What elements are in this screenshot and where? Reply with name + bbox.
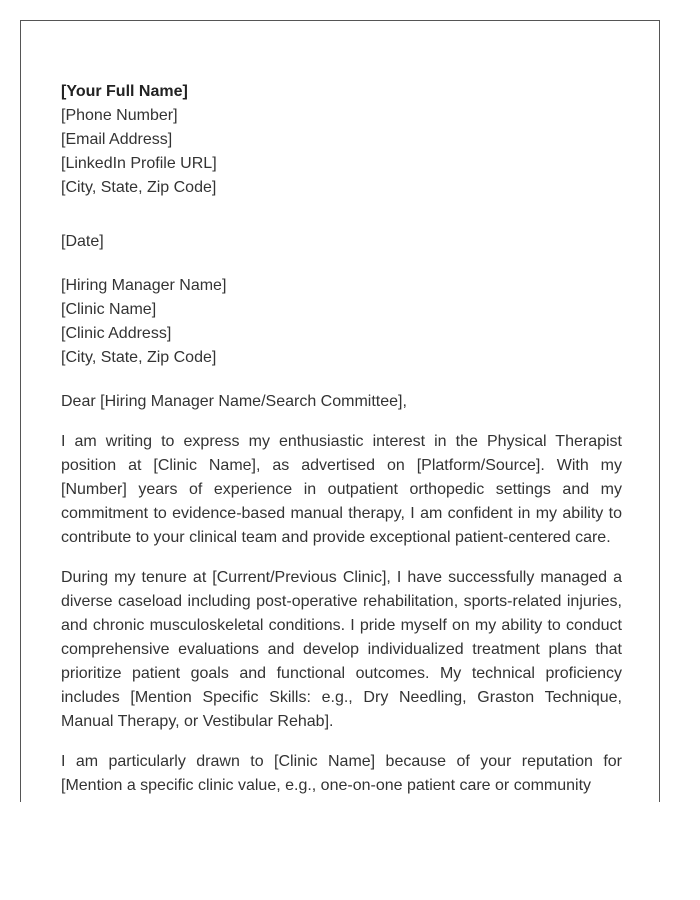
sender-location: [City, State, Zip Code] xyxy=(61,179,217,196)
paragraph-intro: I am writing to express my enthusiastic interest in the Physical Therapist position at [Clinic Name], as advertised on [Platform/Source]. With my [Number] years of experience in outpatient orthopedic settings and my commitment to evidence-based manual therapy, I am confident in my ability to contribute to your clinical team and provide exceptional patient-centered care. xyxy=(61,433,622,546)
letter-date: [Date] xyxy=(61,233,104,250)
letter-page xyxy=(20,20,660,802)
paragraph-experience: During my tenure at [Current/Previous Clinic], I have successfully managed a diverse caseload including post-operative rehabilitation, sports-related injuries, and chronic musculoskeletal conditions. I pride myself on my ability to conduct comprehensive evaluations and develop individualized treatment plans that prioritize patient goals and functional outcomes. My technical proficiency includes [Mention Specific Skills: e.g., Dry Needling, Graston Technique, Manual Therapy, or Vestibular Rehab]. xyxy=(61,569,622,730)
salutation: Dear [Hiring Manager Name/Search Committee], xyxy=(61,393,407,410)
sender-block xyxy=(61,80,622,200)
recipient-block xyxy=(61,274,622,370)
recipient-location: [City, State, Zip Code] xyxy=(61,349,217,366)
recipient-name: [Hiring Manager Name] xyxy=(61,277,227,294)
sender-email: [Email Address] xyxy=(61,131,173,148)
recipient-address: [Clinic Address] xyxy=(61,325,172,342)
sender-linkedin: [LinkedIn Profile URL] xyxy=(61,155,217,172)
sender-name: [Your Full Name] xyxy=(61,83,188,100)
letter-body xyxy=(61,80,622,798)
paragraph-motivation: I am particularly drawn to [Clinic Name] because of your reputation for [Mention a specific clinic value, e.g., one-on-one patient care or community xyxy=(61,753,622,794)
sender-phone: [Phone Number] xyxy=(61,107,178,124)
recipient-clinic: [Clinic Name] xyxy=(61,301,157,318)
